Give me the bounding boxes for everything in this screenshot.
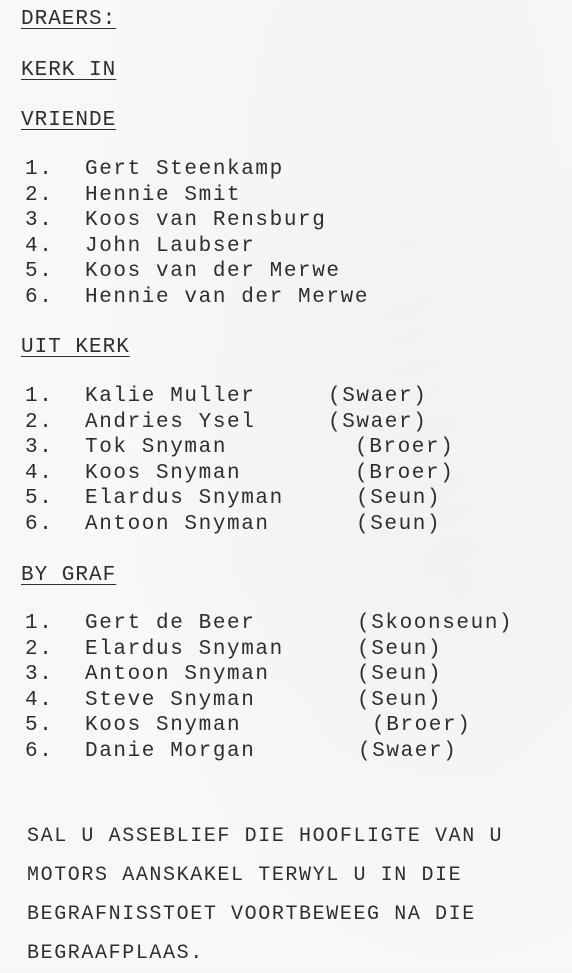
item-relation: (Broer) xyxy=(355,436,455,459)
item-number: 6. xyxy=(25,512,54,536)
item-relation: (Seun) xyxy=(356,487,442,510)
list-item xyxy=(25,157,369,183)
list-item xyxy=(25,461,455,487)
item-name: Steve Snyman xyxy=(85,688,256,712)
heading-uit-kerk: UIT KERK xyxy=(21,336,130,359)
item-name: Elardus Snyman xyxy=(85,637,284,661)
item-number: 4. xyxy=(25,234,54,258)
notice-line: BEGRAFNISSTOET VOORTBEWEEG NA DIE xyxy=(27,903,476,926)
heading-draers: DRAERS: xyxy=(21,8,117,31)
item-number: 2. xyxy=(25,410,54,434)
list-item xyxy=(25,183,369,209)
item-name: Hennie Smit xyxy=(85,183,242,207)
item-name: Antoon Snyman xyxy=(85,512,270,536)
list-item xyxy=(25,208,369,234)
item-number: 5. xyxy=(25,487,54,510)
item-number: 3. xyxy=(25,436,54,459)
item-number: 5. xyxy=(25,260,54,283)
item-name: John Laubser xyxy=(85,234,256,258)
item-name: Koos van Rensburg xyxy=(85,209,327,232)
notice-line: SAL U ASSEBLIEF DIE HOOFLIGTE VAN U xyxy=(27,825,504,848)
item-number: 4. xyxy=(25,461,54,485)
list-item xyxy=(25,688,443,714)
item-relation: (Broer) xyxy=(372,714,472,737)
heading-kerk-in: KERK IN xyxy=(21,59,117,82)
item-name: Tok Snyman xyxy=(85,436,228,459)
list-item xyxy=(25,285,369,311)
item-relation: (Broer) xyxy=(355,461,455,485)
list-item xyxy=(25,662,443,688)
headlights-notice xyxy=(27,817,503,973)
item-number: 3. xyxy=(25,663,54,686)
by-graf-list xyxy=(25,611,514,764)
item-number: 1. xyxy=(25,158,54,181)
item-name: Elardus Snyman xyxy=(85,487,284,510)
item-name: Koos Snyman xyxy=(85,461,242,485)
item-number: 3. xyxy=(25,209,54,232)
item-number: 6. xyxy=(25,285,54,309)
list-item xyxy=(25,512,442,538)
list-item xyxy=(25,739,458,765)
item-name: Gert Steenkamp xyxy=(85,158,284,181)
item-name: Gert de Beer xyxy=(85,612,256,635)
list-item xyxy=(25,234,369,260)
list-item xyxy=(25,486,442,512)
item-relation: (Swaer) xyxy=(328,410,428,434)
notice-line: BEGRAAFPLAAS. xyxy=(27,942,204,965)
item-name: Kalie Muller xyxy=(85,385,256,408)
item-relation: (Swaer) xyxy=(358,739,458,763)
item-relation: (Seun) xyxy=(356,512,442,536)
uit-kerk-list xyxy=(25,384,455,537)
list-item xyxy=(25,713,472,739)
heading-by-graf: BY GRAF xyxy=(21,564,117,587)
list-item xyxy=(25,384,428,410)
item-number: 4. xyxy=(25,688,54,712)
item-relation: (Swaer) xyxy=(328,385,428,408)
item-number: 2. xyxy=(25,183,54,207)
item-relation: (Seun) xyxy=(357,637,443,661)
list-item xyxy=(25,410,428,436)
notice-line: MOTORS AANSKAKEL TERWYL U IN DIE xyxy=(27,864,463,887)
item-number: 2. xyxy=(25,637,54,661)
item-name: Koos van der Merwe xyxy=(85,260,341,283)
item-name: Koos Snyman xyxy=(85,714,242,737)
list-item xyxy=(25,435,455,461)
item-number: 5. xyxy=(25,714,54,737)
item-name: Andries Ysel xyxy=(85,410,256,434)
list-item xyxy=(25,637,443,663)
item-relation: (Seun) xyxy=(357,688,443,712)
item-relation: (Seun) xyxy=(357,663,443,686)
heading-vriende: VRIENDE xyxy=(21,109,117,132)
list-item xyxy=(25,259,369,285)
item-number: 1. xyxy=(25,612,54,635)
item-number: 1. xyxy=(25,385,54,408)
item-name: Hennie van der Merwe xyxy=(85,285,370,309)
list-item xyxy=(25,611,514,637)
item-name: Antoon Snyman xyxy=(85,663,270,686)
item-relation: (Skoonseun) xyxy=(357,612,514,635)
item-name: Danie Morgan xyxy=(85,739,256,763)
vriende-list xyxy=(25,157,369,310)
item-number: 6. xyxy=(25,739,54,763)
